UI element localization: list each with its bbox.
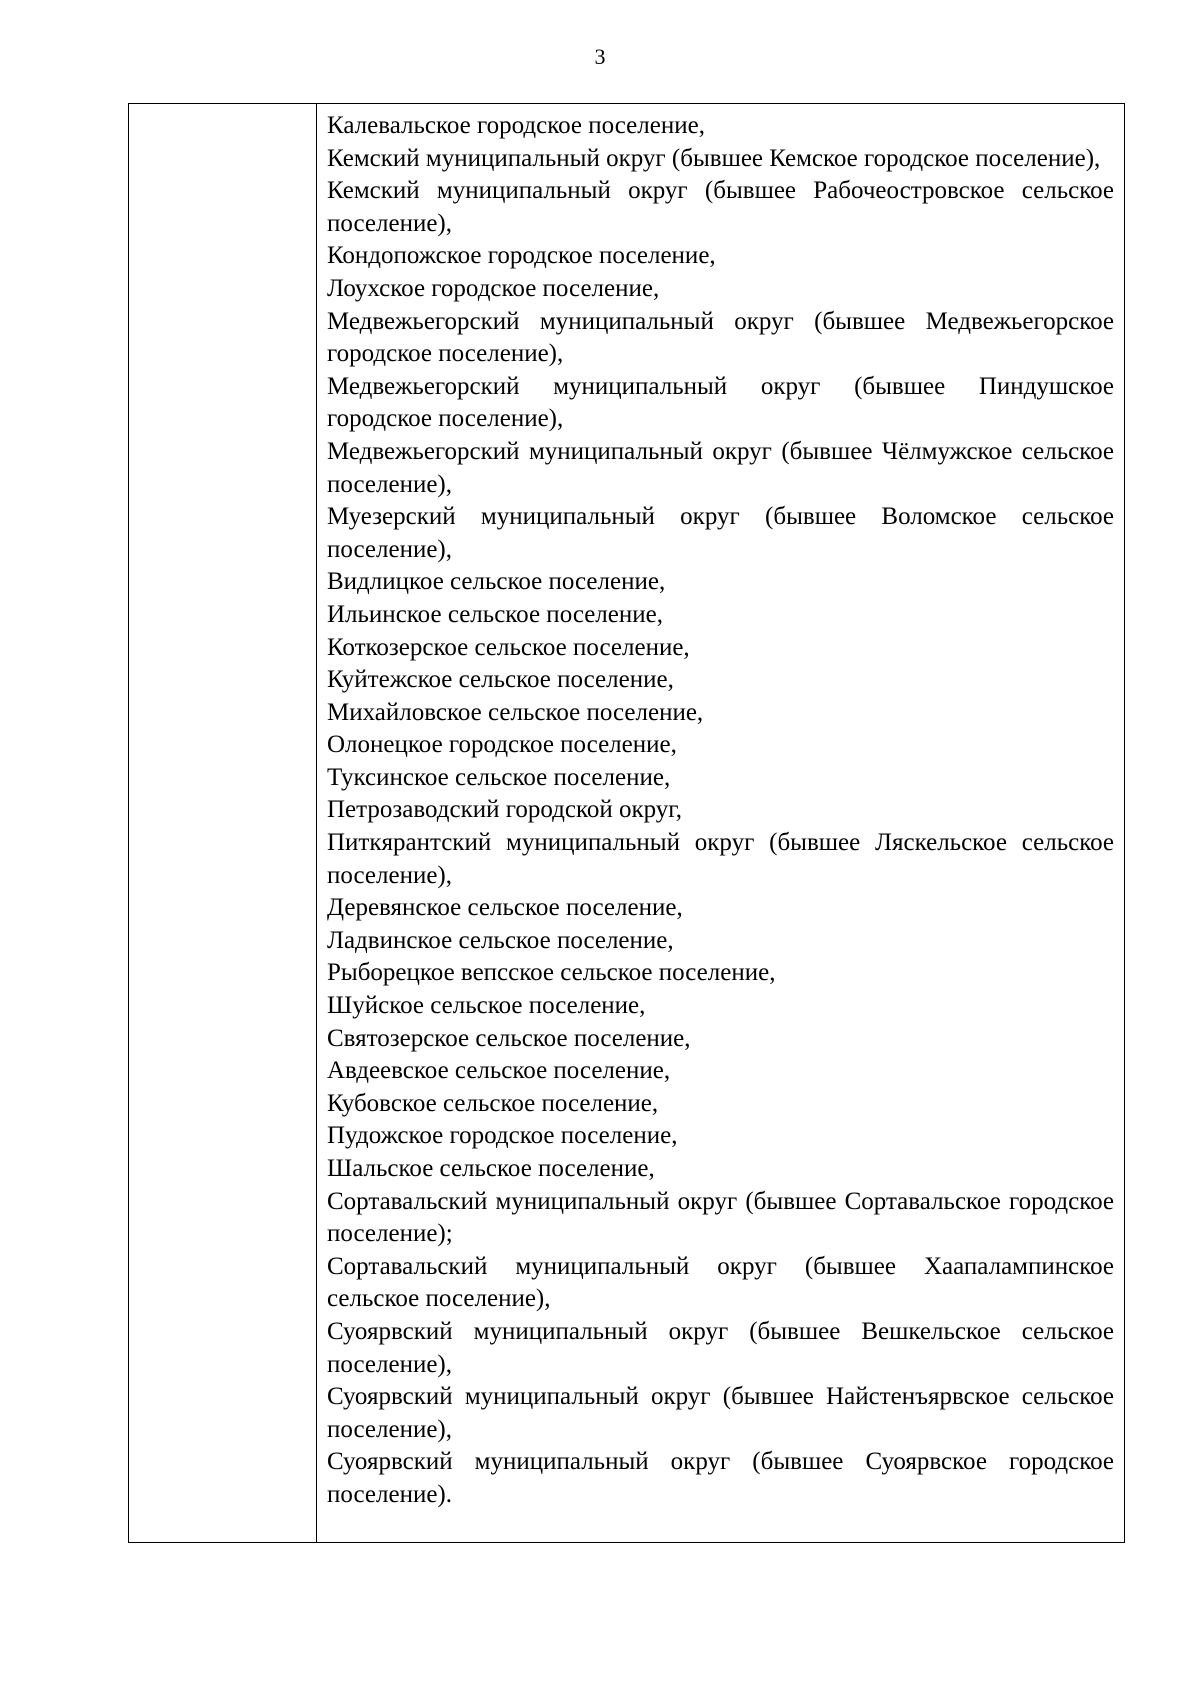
municipalities-table xyxy=(128,103,1125,1543)
list-item: Суоярвский муниципальный округ (бывшее Суоярвское городское поселение). xyxy=(327,1448,1114,1508)
list-item: Деревянское сельское поселение, xyxy=(327,894,683,922)
page-number: 3 xyxy=(594,44,606,69)
list-item: Медвежьегорский муниципальный округ (бывшее Пиндушское городское поселение), xyxy=(327,372,1114,433)
list-item: Кубовское сельское поселение, xyxy=(327,1089,659,1117)
list-item: Видлицкое сельское поселение, xyxy=(327,568,666,596)
list-item: Туксинское сельское поселение, xyxy=(327,763,671,791)
table-row xyxy=(129,104,1125,1543)
list-item: Калевальское городское поселение, xyxy=(327,112,705,139)
list-item: Куйтежское сельское поселение, xyxy=(327,666,674,694)
list-item: Авдеевское сельское поселение, xyxy=(327,1057,671,1085)
list-item: Ладвинское сельское поселение, xyxy=(327,926,674,954)
list-item: Питкярантский муниципальный округ (бывшее Ляскельское сельское поселение), xyxy=(327,829,1114,889)
list-item: Пудожское городское поселение, xyxy=(327,1122,678,1150)
left-cell xyxy=(129,104,317,1543)
list-item: Петрозаводский городской округ, xyxy=(327,796,682,824)
list-item: Суоярвский муниципальный округ (бывшее Найстенъярвское сельское поселение), xyxy=(327,1383,1114,1443)
list-item: Сортавальский муниципальный округ (бывшее Сортавальское городское поселение); xyxy=(327,1187,1114,1248)
list-item: Святозерское сельское поселение, xyxy=(327,1024,691,1052)
entries-cell xyxy=(317,104,1125,1543)
list-item: Сортавальский муниципальный округ (бывшее Хаапалампинское сельское поселение), xyxy=(327,1252,1114,1313)
list-item: Суоярвский муниципальный округ (бывшее Вешкельское сельское поселение), xyxy=(327,1317,1114,1378)
list-item: Кондопожское городское поселение, xyxy=(327,242,716,270)
list-item: Ильинское сельское поселение, xyxy=(327,600,663,628)
list-item: Муезерский муниципальный округ (бывшее Воломское сельское поселение), xyxy=(327,503,1114,563)
list-item: Рыборецкое вепсское сельское поселение, xyxy=(327,959,776,987)
list-item: Кемский муниципальный округ (бывшее Рабочеостровское сельское поселение), xyxy=(327,177,1114,237)
list-item: Шуйское сельское поселение, xyxy=(327,992,646,1020)
list-item: Медвежьегорский муниципальный округ (бывшее Чёлмужское сельское поселение), xyxy=(327,437,1114,498)
list-item: Шальское сельское поселение, xyxy=(327,1155,655,1182)
list-item: Медвежьегорский муниципальный округ (бывшее Медвежьегорское городское поселение), xyxy=(327,307,1114,368)
list-item: Лоухское городское поселение, xyxy=(327,274,660,302)
list-item: Олонецкое городское поселение, xyxy=(327,731,677,759)
entries-list xyxy=(317,104,1124,1512)
list-item: Михайловское сельское поселение, xyxy=(327,698,704,726)
list-item: Коткозерское сельское поселение, xyxy=(327,633,690,661)
list-item: Кемский муниципальный округ (бывшее Кемское городское поселение), xyxy=(327,144,1101,172)
